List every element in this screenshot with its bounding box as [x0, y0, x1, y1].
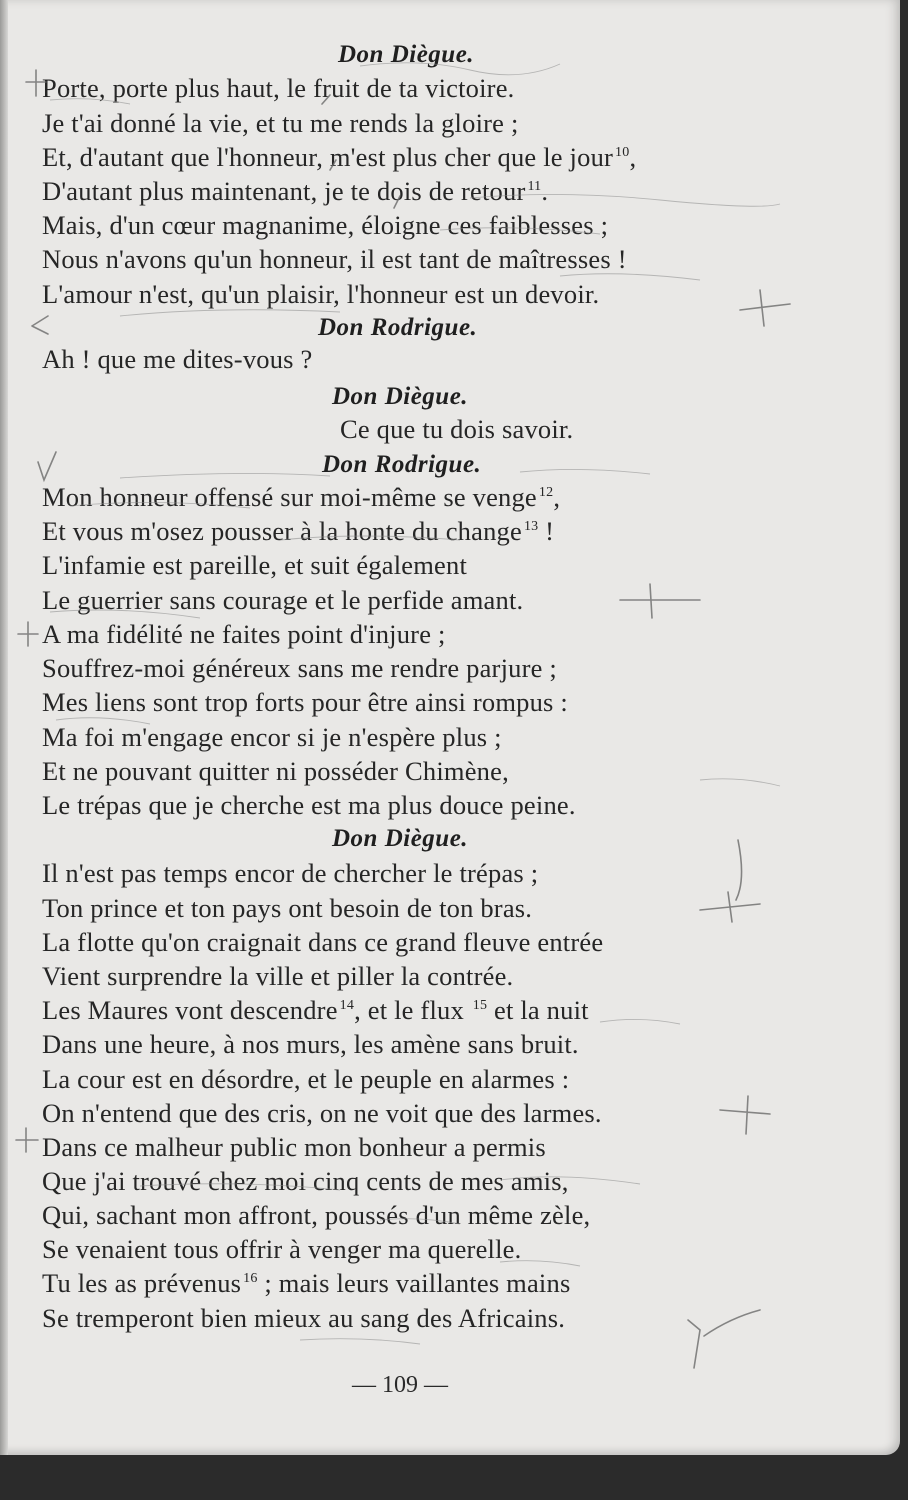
- verse-line: D'autant plus maintenant, je te dois de retour $^{11}$.: [42, 176, 549, 206]
- verse-line: Ah ! que me dites-vous ?: [42, 344, 313, 374]
- verse-line: Mais, d'un cœur magnanime, éloigne ces faiblesses ;: [42, 210, 609, 240]
- verse-line: Ma foi m'engage encor si je n'espère plus ;: [42, 722, 502, 752]
- verse-line: Dans ce malheur public mon bonheur a permis: [42, 1132, 546, 1162]
- verse-line: La cour est en désordre, et le peuple en alarmes :: [42, 1064, 570, 1094]
- verse-line: Le trépas que je cherche est ma plus douce peine.: [42, 790, 576, 820]
- verse-line: Nous n'avons qu'un honneur, il est tant de maîtresses !: [42, 244, 627, 274]
- verse-line: Il n'est pas temps encor de chercher le trépas ;: [42, 858, 539, 888]
- verse-line: L'infamie est pareille, et suit également: [42, 550, 468, 580]
- verse-line: Les Maures vont descendre $^{14}$, et le flux $^{15}$ et la nuit: [42, 995, 589, 1025]
- speaker-heading: Don Diègue.: [338, 41, 475, 68]
- verse-line: On n'entend que des cris, on ne voit que des larmes.: [42, 1098, 602, 1128]
- verse-line: Le guerrier sans courage et le perfide amant.: [42, 585, 524, 615]
- verse-line: Porte, porte plus haut, le fruit de ta victoire.: [42, 73, 515, 103]
- verse-line: Souffrez-moi généreux sans me rendre parjure ;: [42, 653, 557, 683]
- verse-line: Je t'ai donné la vie, et tu me rends la gloire ;: [42, 108, 519, 138]
- verse-line: Mes liens sont trop forts pour être ainsi rompus :: [42, 687, 568, 717]
- footnote-ref[interactable]: 13: [523, 519, 539, 534]
- verse-line: Vient surprendre la ville et piller la contrée.: [42, 961, 514, 991]
- speaker-heading: Don Rodrigue.: [322, 451, 482, 478]
- verse-line: Mon honneur offensé sur moi-même se venge $^{12}$,: [42, 482, 561, 512]
- footnote-ref[interactable]: 16: [243, 1271, 258, 1286]
- footnote-ref[interactable]: 15: [472, 998, 488, 1013]
- verse-line: Et ne pouvant quitter ni posséder Chimène,: [42, 756, 509, 786]
- verse-line: Se tremperont bien mieux au sang des Africains.: [42, 1303, 566, 1333]
- verse-line: Qui, sachant mon affront, poussés d'un même zèle,: [42, 1200, 591, 1230]
- speaker-heading: Don Diègue.: [332, 825, 469, 852]
- verse-line: La flotte qu'on craignait dans ce grand fleuve entrée: [42, 927, 604, 957]
- footnote-ref[interactable]: 14: [339, 998, 355, 1013]
- speaker-heading: Don Diègue.: [332, 383, 469, 410]
- verse-line: Et, d'autant que l'honneur, m'est plus cher que le jour $^{10}$,: [42, 142, 637, 172]
- verse-line: Et vous m'osez pousser à la honte du change $^{13}$ !: [42, 516, 555, 546]
- verse-line: L'amour n'est, qu'un plaisir, l'honneur est un devoir.: [42, 279, 600, 309]
- page-spine-shadow: [0, 0, 8, 1455]
- verse-line: Ton prince et ton pays ont besoin de ton bras.: [42, 893, 533, 923]
- footnote-ref[interactable]: 12: [538, 485, 554, 500]
- verse-line: Dans une heure, à nos murs, les amène sans bruit.: [42, 1029, 579, 1059]
- verse-line: Tu les as prévenus $^{16}$ ; mais leurs vaillantes mains: [42, 1268, 571, 1298]
- footnote-ref[interactable]: 10: [615, 145, 630, 160]
- verse-line: Ce que tu dois savoir.: [340, 414, 574, 444]
- footnote-ref[interactable]: 11: [527, 179, 542, 194]
- verse-line: Se venaient tous offrir à venger ma querelle.: [42, 1234, 522, 1264]
- verse-line: A ma fidélité ne faites point d'injure ;: [42, 619, 446, 649]
- speaker-heading: Don Rodrigue.: [318, 314, 478, 341]
- verse-line: Que j'ai trouvé chez moi cinq cents de mes amis,: [42, 1166, 569, 1196]
- page-number: — 109 —: [352, 1372, 448, 1398]
